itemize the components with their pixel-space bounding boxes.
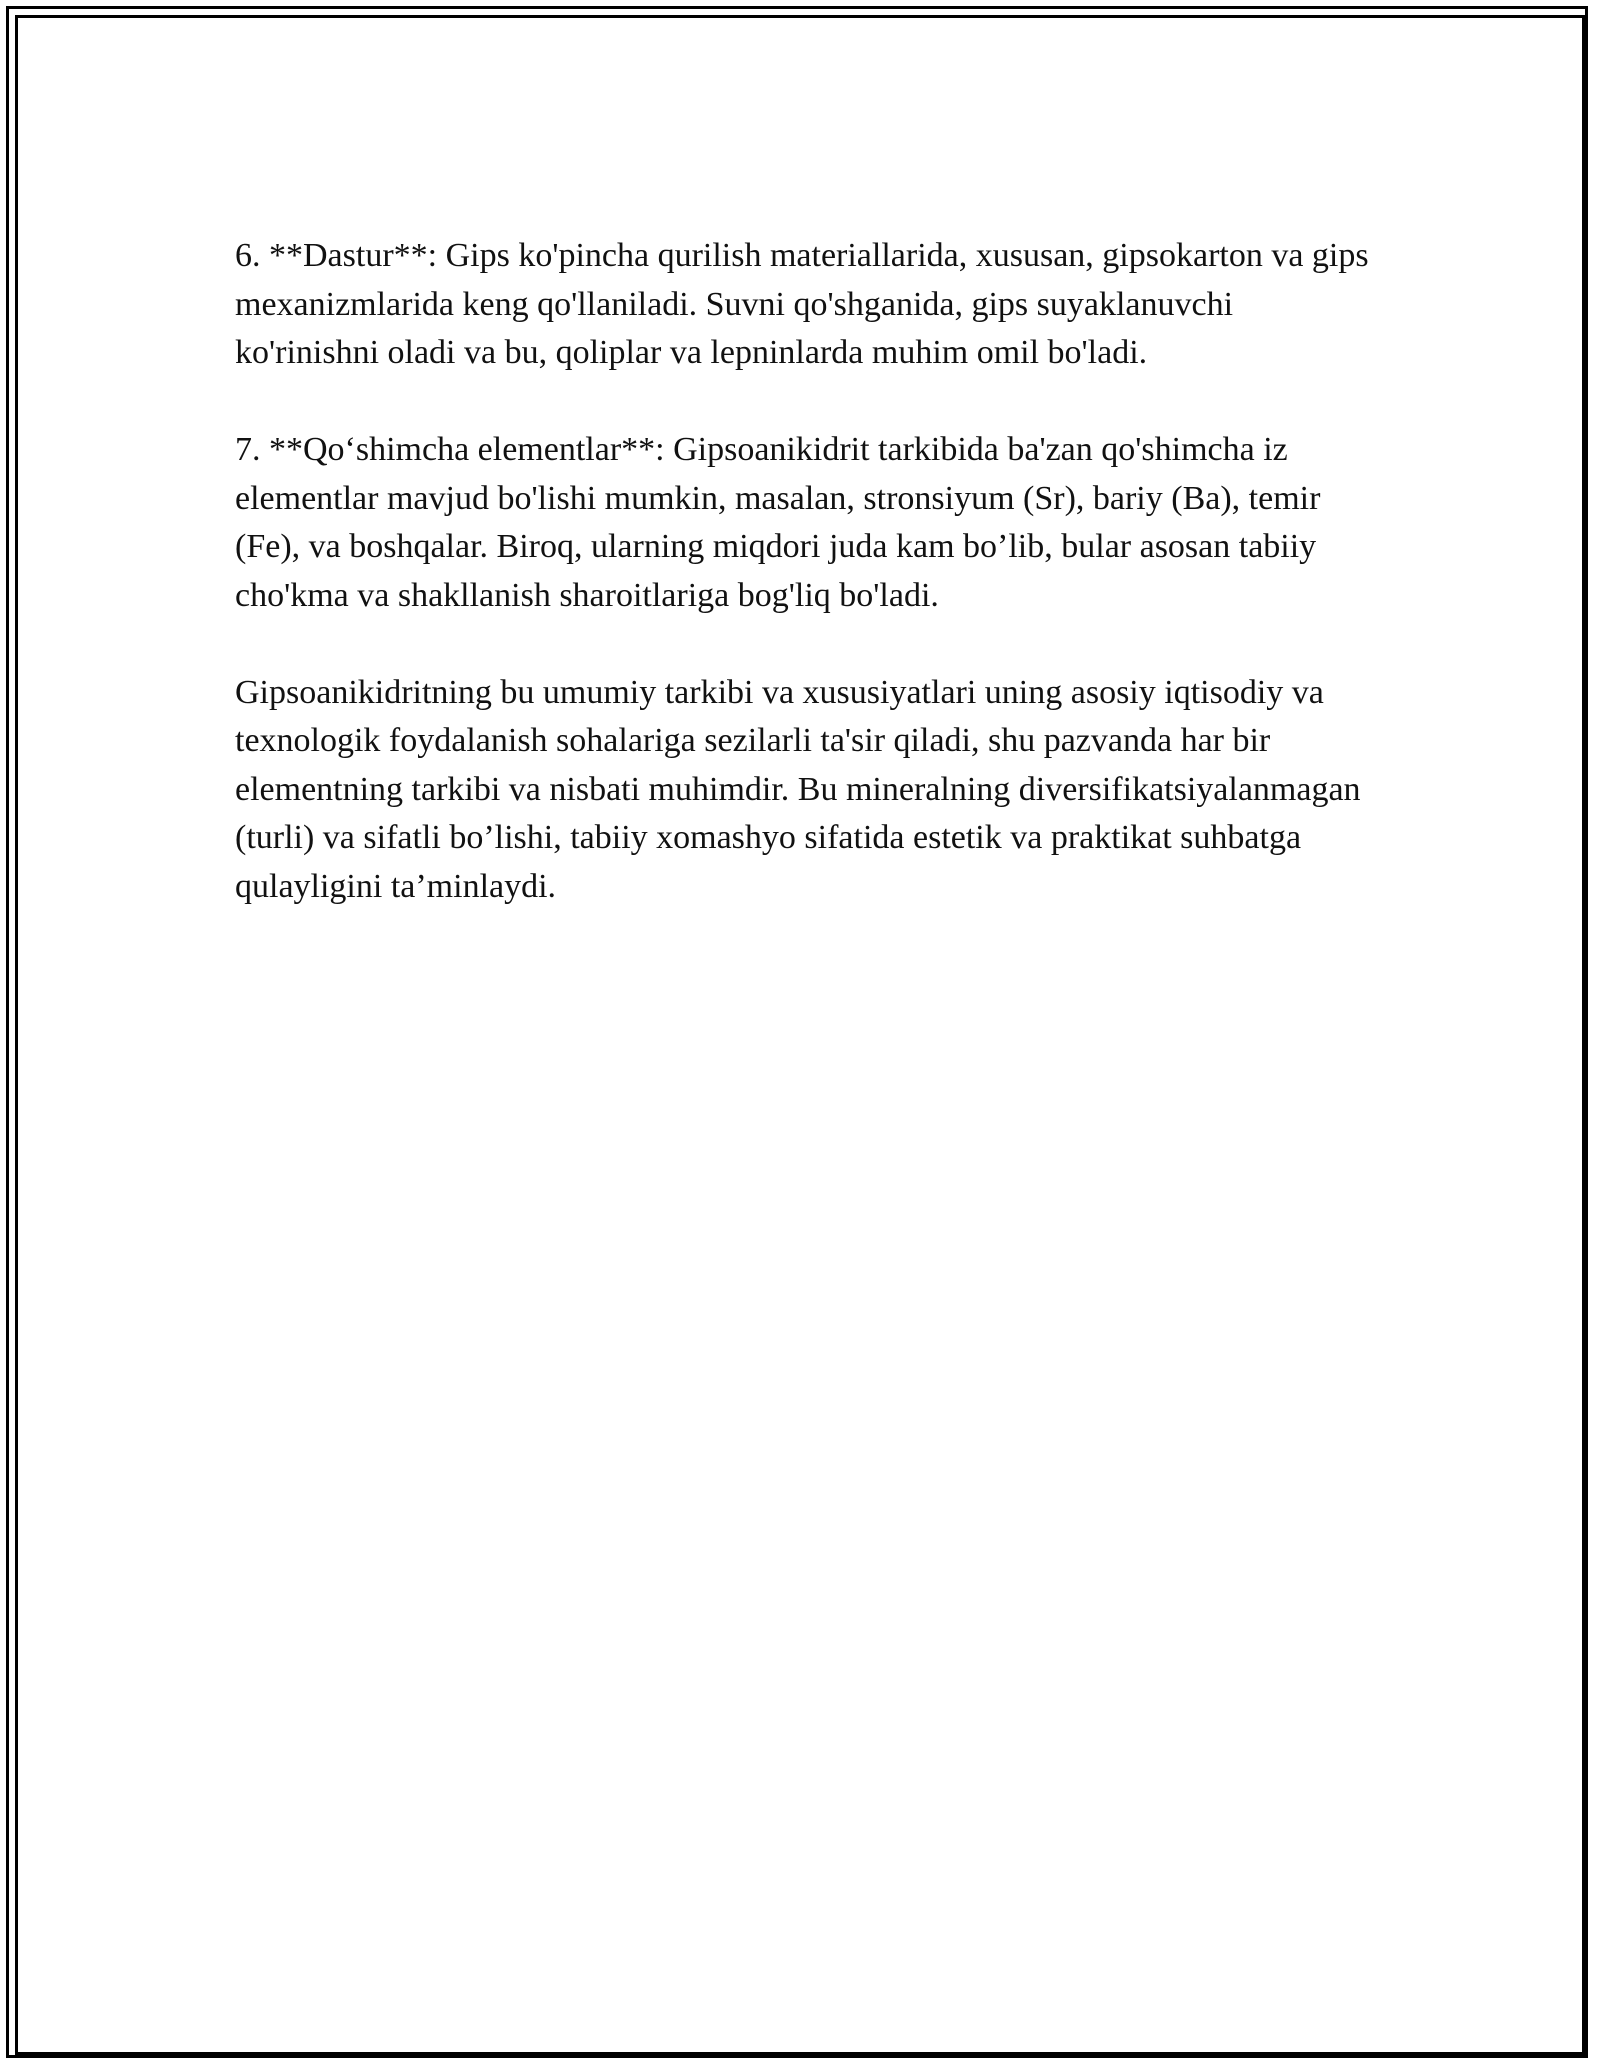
document-body [235,232,1375,911]
paragraph-qoshimcha-elementlar: 7. **Qo‘shimcha elementlar**: Gipsoanikidrit tarkibida ba'zan qo'shimcha iz elementlar mavjud bo'lishi mumkin, masalan, stronsiyum (Sr), bariy (Ba), temir (Fe), va boshqalar. Biroq, ularning miqdori juda kam bo’lib, bular asosan tabiiy cho'kma va shakllanish sharoitlariga bog'liq bo'ladi. [235,431,1321,614]
paragraph-dastur: 6. **Dastur**: Gips ko'pincha qurilish materiallarida, xususan, gipsokarton va gips mexanizmlarida keng qo'llaniladi. Suvni qo'shganida, gips suyaklanuvchi ko'rinishni oladi va bu, qoliplar va lepninlarda muhim omil bo'ladi. [235,237,1369,371]
paragraph-summary: Gipsoanikidritning bu umumiy tarkibi va xususiyatlari uning asosiy iqtisodiy va texnologik foydalanish sohalariga sezilarli ta'sir qiladi, shu pazvanda har bir elementning tarkibi va nisbati muhimdir. Bu mineralning diversifikatsiyalanmagan (turli) va sifatli bo’lishi, tabiiy xomashyo sifatida estetik va praktikat suhbatga qulayligini ta’minlaydi. [235,673,1361,905]
